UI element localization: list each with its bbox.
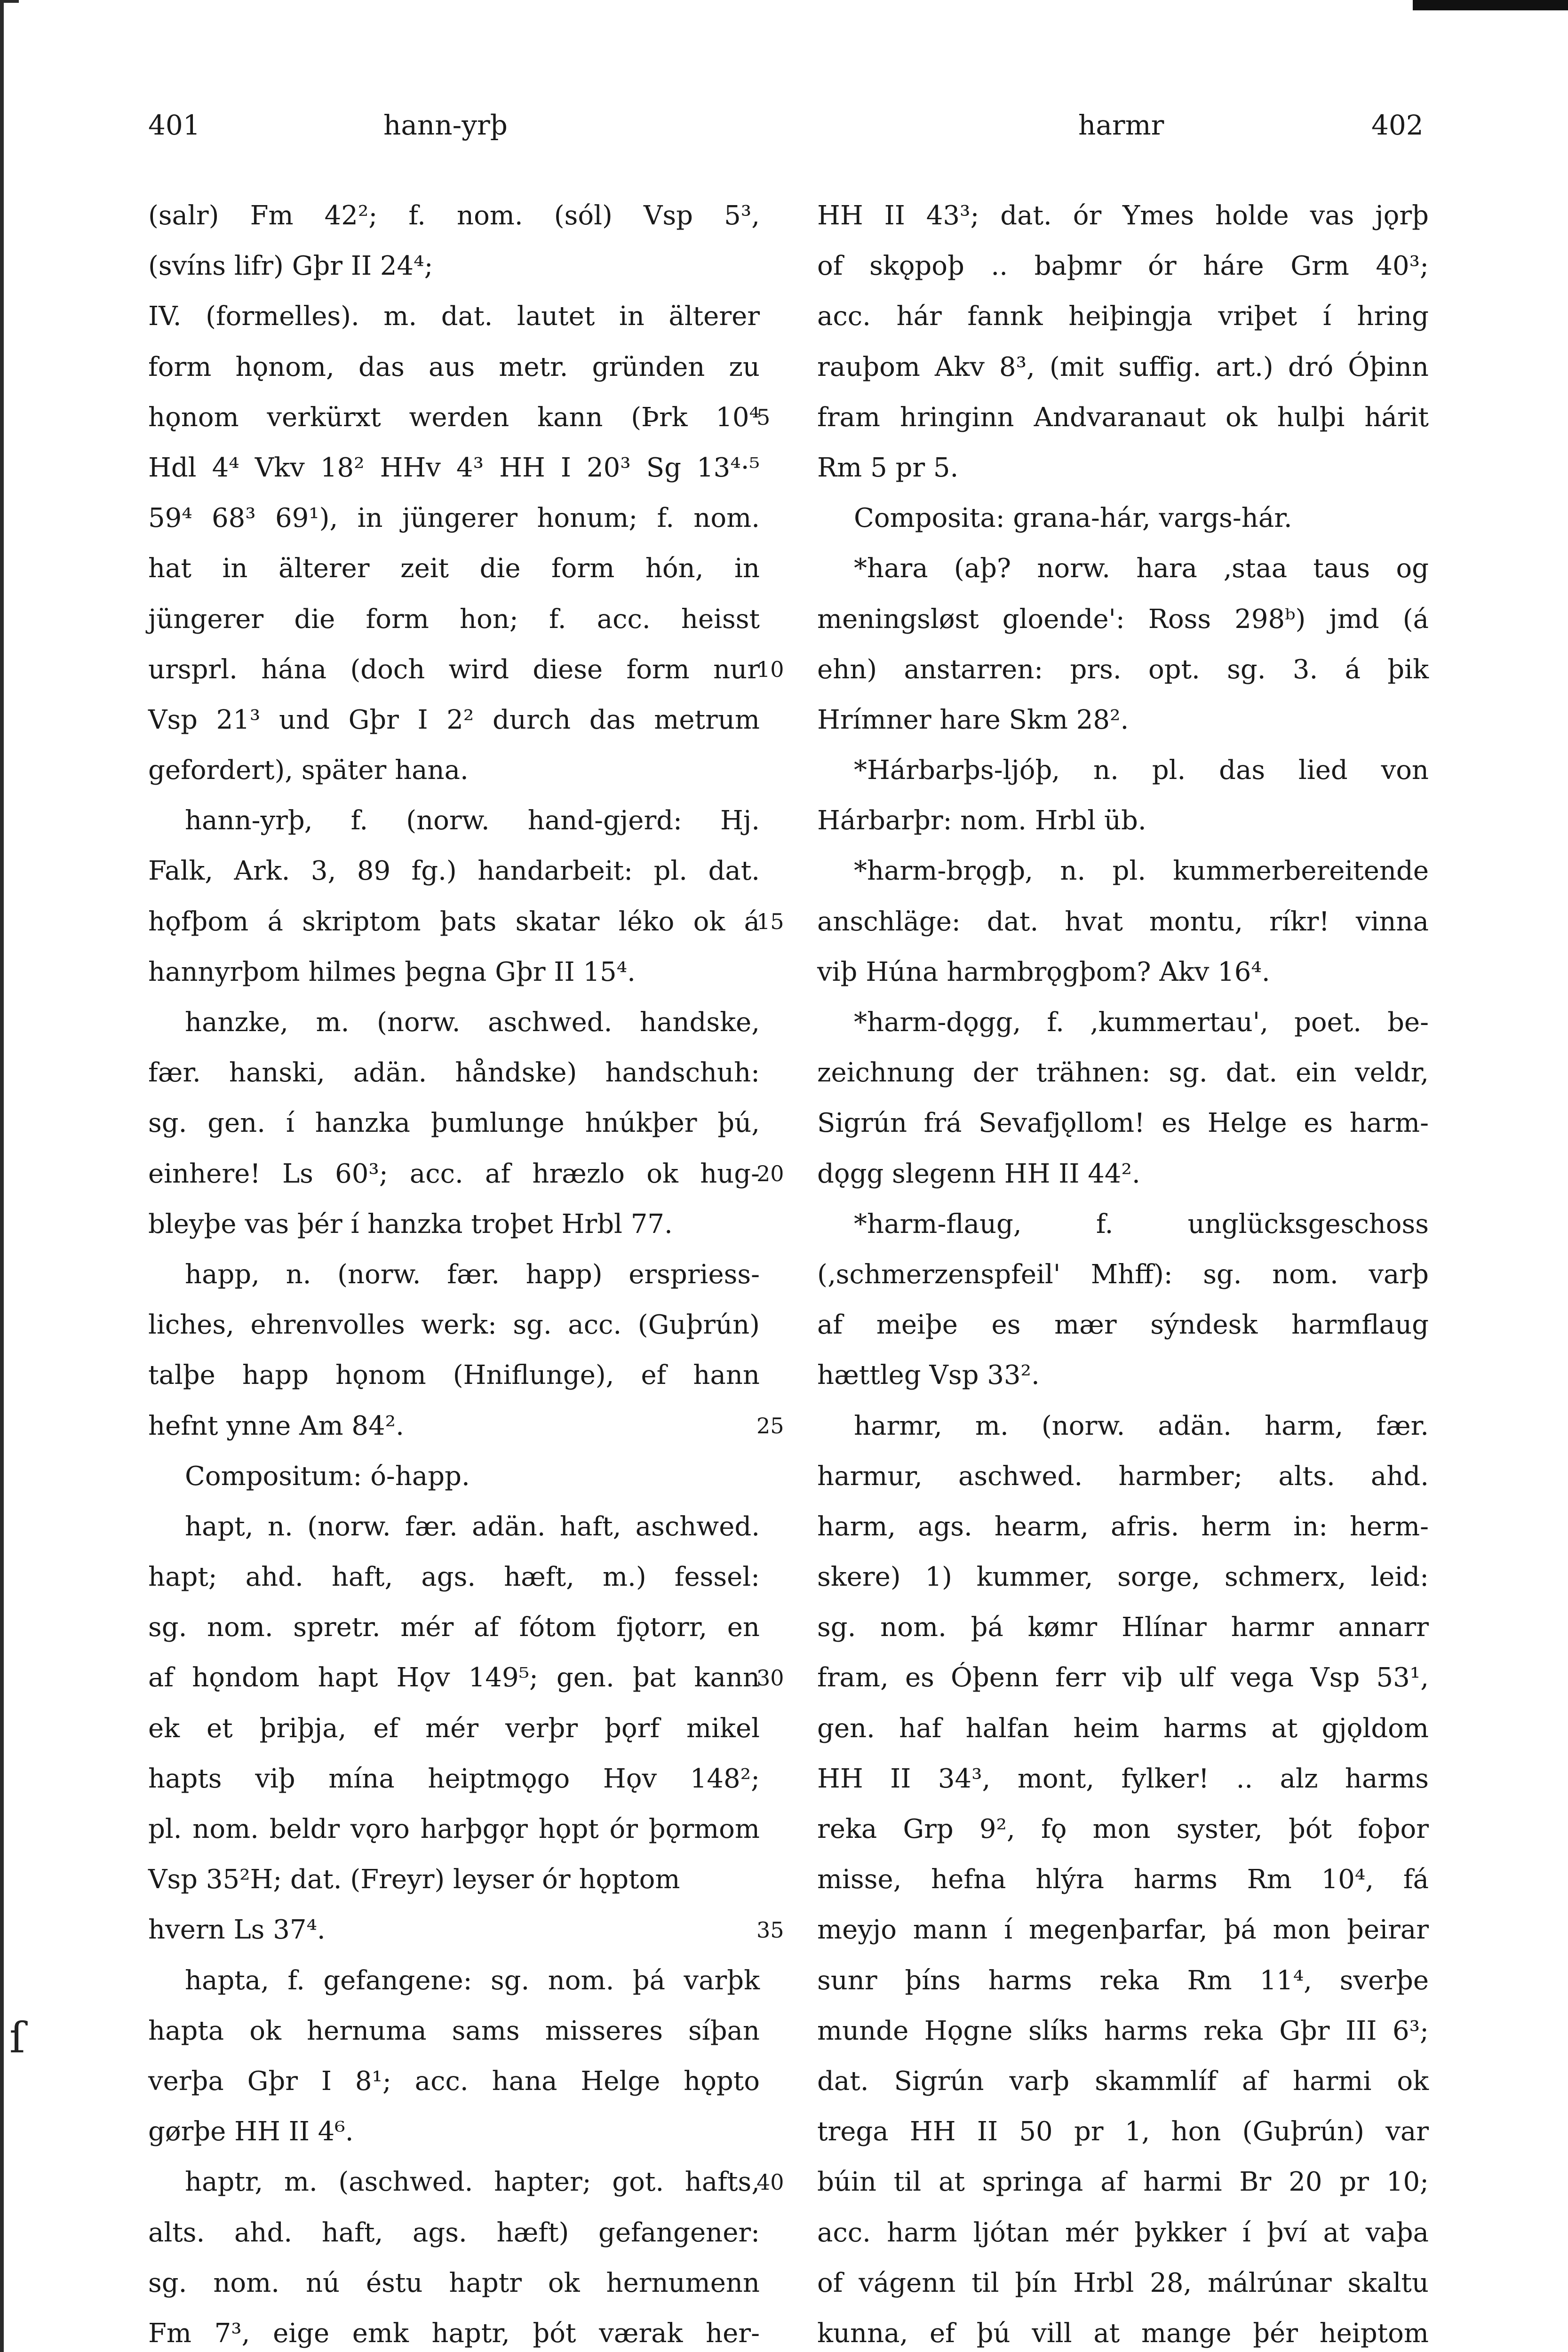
text-line: rauþom Akv 8³, (mit suffig. art.) dró Óþinn — [817, 351, 1429, 382]
text-line: hann-yrþ, f. (norw. hand-gjerd: Hj. — [185, 805, 760, 836]
text-line: HH II 34³, mont, fylker! .. alz harms — [817, 1763, 1429, 1794]
text-line: hǫfþom á skriptom þats skatar léko ok á — [148, 906, 760, 937]
text-line: fram hringinn Andvaranaut ok hulþi hárit — [817, 402, 1429, 433]
text-line: *harm-brǫgþ, n. pl. kummerbereitende — [854, 856, 1429, 887]
line-number: 15 — [756, 908, 784, 934]
text-line: IV. (formelles). m. dat. lautet in älterer — [148, 301, 760, 332]
text-line: af hǫndom hapt Hǫv 149⁵; gen. þat kann — [148, 1662, 760, 1693]
text-line: hapt; ahd. haft, ags. hæft, m.) fessel: — [148, 1562, 760, 1593]
text-line: alts. ahd. haft, ags. hæft) gefangener: — [148, 2217, 760, 2248]
text-line: hanzke, m. (norw. aschwed. handske, — [185, 1007, 760, 1038]
text-line: ehn) anstarren: prs. opt. sg. 3. á þik — [817, 654, 1429, 685]
line-number: 25 — [756, 1413, 784, 1438]
text-line: of vágenn til þín Hrbl 28, málrúnar skaltu — [817, 2267, 1429, 2298]
text-line: sg. nom. nú éstu haptr ok hernumenn — [148, 2267, 760, 2298]
text-line: sg. nom. spretr. mér af fótom fjǫtorr, en — [148, 1612, 760, 1643]
text-line: skere) 1) kummer, sorge, schmerx, leid: — [817, 1562, 1429, 1593]
text-line: reka Grp 9², fǫ mon syster, þót foþor — [817, 1814, 1429, 1844]
text-line: anschläge: dat. hvat montu, ríkr! vinna — [817, 906, 1429, 937]
text-line: af meiþe es mær sýndesk harmflaug — [817, 1310, 1429, 1341]
line-number: 5 — [756, 404, 771, 430]
text-line: Hárbarþr: nom. Hrbl üb. — [817, 805, 1146, 836]
text-line: búin til at springa af harmi Br 20 pr 10; — [817, 2167, 1429, 2198]
text-line: verþa Gþr I 8¹; acc. hana Helge hǫpto — [148, 2066, 760, 2097]
text-line: bleyþe vas þér í hanzka troþet Hrbl 77. — [148, 1208, 673, 1240]
text-line: kunna, ef þú vill at mange þér heiptom — [817, 2318, 1429, 2349]
right-running-title: harmr — [1078, 109, 1164, 141]
text-line: harmr, m. (norw. adän. harm, fær. — [854, 1410, 1429, 1441]
text-line: hefnt ynne Am 84². — [148, 1410, 404, 1441]
running-header — [0, 109, 1568, 151]
text-line: Compositum: ó-happ. — [185, 1461, 470, 1492]
text-line: (‚schmerzenspfeil' Mhff): sg. nom. varþ — [817, 1259, 1429, 1290]
text-line: gefordert), später hana. — [148, 755, 469, 786]
text-line: sg. gen. í hanzka þumlunge hnúkþer þú, — [148, 1108, 760, 1139]
line-number: 40 — [756, 2169, 784, 2195]
text-line: gørþe HH II 4⁶. — [148, 2116, 354, 2147]
text-line: *harm-dǫgg, f. ‚kummertau', poet. be- — [854, 1007, 1429, 1038]
text-line: dat. Sigrún varþ skammlíf af harmi ok — [817, 2066, 1429, 2097]
text-line: Sigrún frá Sevafjǫllom! es Helge es harm- — [817, 1108, 1429, 1139]
line-number: 20 — [756, 1160, 784, 1186]
text-line: Vsp 35²H; dat. (Freyr) leyser ór hǫptom — [148, 1864, 680, 1895]
text-line: hvern Ls 37⁴. — [148, 1915, 326, 1946]
text-line: hannyrþom hilmes þegna Gþr II 15⁴. — [148, 956, 636, 987]
text-line: *harm-flaug, f. unglücksgeschoss — [854, 1208, 1429, 1240]
scan-corner-mark — [1413, 0, 1568, 10]
text-line: Falk, Ark. 3, 89 fg.) handarbeit: pl. dat. — [148, 856, 760, 887]
text-line: gen. haf halfan heim harms at gjǫldom — [817, 1713, 1429, 1744]
text-line: ursprl. hána (doch wird diese form nur — [148, 654, 760, 685]
text-line: viþ Húna harmbrǫgþom? Akv 16⁴. — [817, 956, 1270, 987]
text-line: hapta, f. gefangene: sg. nom. þá varþk — [185, 1965, 760, 1996]
line-number: 10 — [756, 656, 784, 682]
right-page-number: 402 — [1371, 109, 1424, 141]
text-line: sunr þíns harms reka Rm 11⁴, sverþe — [817, 1965, 1429, 1996]
margin-pencil-mark: ſ — [9, 2013, 25, 2063]
left-column — [148, 191, 760, 2352]
text-line: hat in älterer zeit die form hón, in — [148, 553, 760, 584]
text-line: acc. hár fannk heiþingja vriþet í hring — [817, 301, 1429, 332]
text-line: (salr) Fm 42²; f. nom. (sól) Vsp 5³, — [148, 200, 760, 231]
text-line: hapt, n. (norw. fær. adän. haft, aschwed. — [185, 1511, 760, 1542]
text-line: trega HH II 50 pr 1, hon (Guþrún) var — [817, 2116, 1429, 2147]
text-line: fram, es Óþenn ferr viþ ulf vega Vsp 53¹, — [817, 1662, 1429, 1693]
text-line: pl. nom. beldr vǫro harþgǫr hǫpt ór þǫrmom — [148, 1814, 760, 1844]
text-line: munde Hǫgne slíks harms reka Gþr III 6³; — [817, 2015, 1429, 2046]
text-line: zeichnung der trähnen: sg. dat. ein veldr, — [817, 1057, 1429, 1089]
text-line: Hrímner hare Skm 28². — [817, 704, 1129, 735]
text-line: meningsløst gloende': Ross 298ᵇ) jmd (á — [817, 604, 1429, 635]
text-line: HH II 43³; dat. ór Ymes holde vas jǫrþ — [817, 200, 1429, 231]
text-line: Fm 7³, eige emk haptr, þót værak her- — [148, 2318, 760, 2349]
scan-edge — [0, 0, 4, 2352]
text-line: Hdl 4⁴ Vkv 18² HHv 4³ HH I 20³ Sg 13⁴·⁵ — [148, 452, 760, 483]
text-line: meyjo mann í megenþarfar, þá mon þeirar — [817, 1915, 1429, 1946]
text-line: talþe happ hǫnom (Hniflunge), ef hann — [148, 1360, 760, 1391]
text-line: hǫnom verkürxt werden kann (Þrk 10⁴ — [148, 402, 760, 433]
text-line: jüngerer die form hon; f. acc. heisst — [148, 604, 760, 635]
text-line: dǫgg slegenn HH II 44². — [817, 1158, 1140, 1189]
text-line: acc. harm ljótan mér þykker í því at vaþa — [817, 2217, 1429, 2248]
text-line: of skǫpoþ .. baþmr ór háre Grm 40³; — [817, 251, 1429, 282]
text-line: hættleg Vsp 33². — [817, 1360, 1040, 1391]
left-running-title: hann-yrþ — [383, 109, 508, 141]
text-line: Vsp 21³ und Gþr I 2² durch das metrum — [148, 704, 760, 735]
line-number: 30 — [756, 1665, 784, 1691]
text-line: misse, hefna hlýra harms Rm 10⁴, fá — [817, 1864, 1429, 1895]
right-column — [817, 191, 1429, 2352]
text-line: *hara (aþ? norw. hara ‚staa taus og — [854, 553, 1429, 584]
text-line: form hǫnom, das aus metr. gründen zu — [148, 351, 760, 382]
text-line: hapta ok hernuma sams misseres síþan — [148, 2015, 760, 2046]
left-page-number: 401 — [148, 109, 200, 141]
text-line: einhere! Ls 60³; acc. af hræzlo ok hug- — [148, 1158, 760, 1189]
text-line: 59⁴ 68³ 69¹), in jüngerer honum; f. nom. — [148, 503, 760, 534]
text-line: sg. nom. þá kømr Hlínar harmr annarr — [817, 1612, 1429, 1643]
text-line: Composita: grana-hár, vargs-hár. — [854, 503, 1292, 534]
text-line: harm, ags. hearm, afris. herm in: herm- — [817, 1511, 1429, 1542]
text-line: hapts viþ mína heiptmǫgo Hǫv 148²; — [148, 1763, 760, 1794]
text-line: harmur, aschwed. harmber; alts. ahd. — [817, 1461, 1429, 1492]
text-line: happ, n. (norw. fær. happ) erspriess- — [185, 1259, 760, 1290]
scan-top-mark — [0, 0, 19, 3]
line-number: 35 — [756, 1917, 784, 1943]
text-line: liches, ehrenvolles werk: sg. acc. (Guþrún) — [148, 1310, 760, 1341]
text-line: ek et þriþja, ef mér verþr þǫrf mikel — [148, 1713, 760, 1744]
text-line: haptr, m. (aschwed. hapter; got. hafts, — [185, 2167, 760, 2198]
text-line: *Hárbarþs-ljóþ, n. pl. das lied von — [854, 755, 1429, 786]
text-line: Rm 5 pr 5. — [817, 452, 959, 483]
text-line: fær. hanski, adän. håndske) handschuh: — [148, 1057, 760, 1089]
text-line: (svíns lifr) Gþr II 24⁴; — [148, 251, 433, 282]
